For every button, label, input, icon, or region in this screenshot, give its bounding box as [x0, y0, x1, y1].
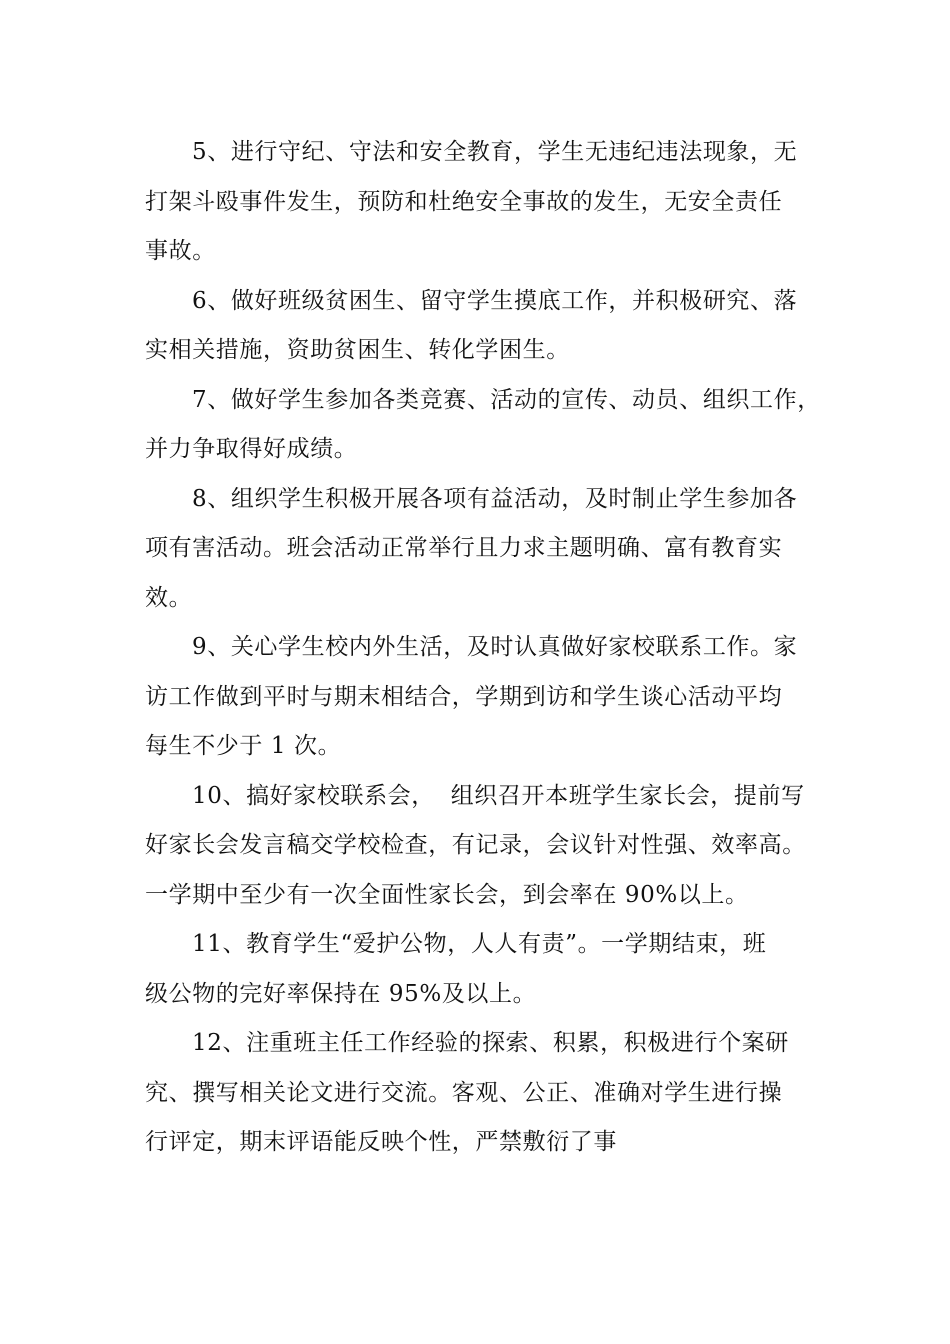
- text-line: 9、关心学生校内外生活，及时认真做好家校联系工作。家: [192, 634, 798, 660]
- text-line: 项有害活动。班会活动正常举行且力求主题明确、富有教育实: [145, 535, 783, 561]
- paragraph-7: [145, 376, 821, 475]
- text-line: 好家长会发言稿交学校检查，有记录，会议针对性强、效率高。: [145, 832, 806, 858]
- text-line: 级公物的完好率保持在 95%及以上。: [145, 980, 537, 1007]
- paragraph-12: [145, 1019, 810, 1168]
- text-line: 6、做好班级贫困生、留守学生摸底工作，并积极研究、落: [192, 287, 798, 314]
- text-line: 11、教育学生“爱护公物，人人有责”。一学期结束，班: [192, 931, 767, 957]
- text-line: 事故。: [145, 238, 216, 264]
- text-line: 究、撰写相关论文进行交流。客观、公正、准确对学生进行操: [145, 1079, 783, 1106]
- paragraph-9: [145, 623, 810, 772]
- text-line: 12、注重班主任工作经验的探索、积累，积极进行个案研: [192, 1030, 789, 1056]
- paragraph-11: [145, 920, 810, 1019]
- text-line: 8、组织学生积极开展各项有益活动，及时制止学生参加各: [192, 485, 798, 512]
- paragraph-5: [145, 128, 810, 277]
- paragraph-6: [145, 277, 810, 376]
- text-line: 打架斗殴事件发生，预防和杜绝安全事故的发生，无安全责任: [145, 188, 783, 215]
- text-line: 实相关措施，资助贫困生、转化学困生。: [145, 337, 570, 363]
- text-line: 每生不少于 1 次。: [145, 733, 342, 759]
- text-line: 10、搞好家校联系会， 组织召开本班学生家长会，提前写: [192, 782, 805, 809]
- text-line: 效。: [145, 584, 193, 611]
- text-line: 7、做好学生参加各类竞赛、活动的宣传、动员、组织工作，: [192, 386, 821, 413]
- text-line: 一学期中至少有一次全面性家长会，到会率在 90%以上。: [145, 881, 749, 908]
- document-page: [145, 128, 821, 1168]
- text-line: 并力争取得好成绩。: [145, 436, 358, 462]
- paragraph-10: [145, 772, 810, 921]
- paragraph-8: [145, 475, 810, 624]
- text-line: 5、进行守纪、守法和安全教育，学生无违纪违法现象，无: [192, 139, 798, 165]
- text-line: 访工作做到平时与期末相结合，学期到访和学生谈心活动平均: [145, 683, 783, 710]
- text-line: 行评定，期末评语能反映个性，严禁敷衍了事: [145, 1129, 617, 1155]
